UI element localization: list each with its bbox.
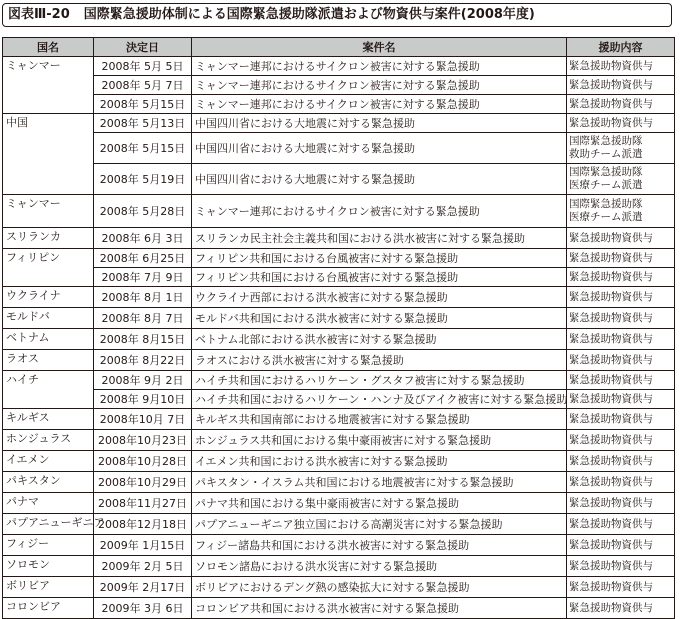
decision-date-cell: 2008年 7月 9日 — [94, 268, 192, 287]
country-cell: ベトナム — [3, 329, 94, 350]
decision-date-cell: 2008年 5月28日 — [94, 195, 192, 228]
country-cell: ウクライナ — [3, 287, 94, 308]
header-assistance: 援助内容 — [567, 38, 675, 57]
case-name-cell: ベトナム北部における洪水被害に対する緊急援助 — [192, 329, 567, 350]
decision-date-cell: 2008年 8月22日 — [94, 350, 192, 371]
country-cell: キルギス — [3, 409, 94, 430]
country-cell: イエメン — [3, 451, 94, 472]
assistance-cell: 緊急援助物資供与 — [567, 493, 675, 514]
assistance-cell: 緊急援助物資供与 — [567, 535, 675, 556]
assistance-cell: 国際緊急援助隊 医療チーム派遣 — [567, 195, 675, 228]
case-name-cell: ミャンマー連邦におけるサイクロン被害に対する緊急援助 — [192, 57, 567, 76]
case-name-cell: ミャンマー連邦におけるサイクロン被害に対する緊急援助 — [192, 95, 567, 114]
table-row — [3, 228, 675, 249]
table-row — [3, 350, 675, 371]
case-name-cell: ミャンマー連邦におけるサイクロン被害に対する緊急援助 — [192, 76, 567, 95]
decision-date-cell: 2009年 3月 6日 — [94, 598, 192, 619]
assistance-cell: 緊急援助物資供与 — [567, 451, 675, 472]
decision-date-cell: 2008年 9月 2日 — [94, 371, 192, 390]
country-cell: ボリビア — [3, 577, 94, 598]
case-name-cell: ラオスにおける洪水被害に対する緊急援助 — [192, 350, 567, 371]
assistance-cell: 緊急援助物資供与 — [567, 409, 675, 430]
case-name-cell: パキスタン・イスラム共和国における地震被害に対する緊急援助 — [192, 472, 567, 493]
table-row — [3, 329, 675, 350]
country-cell: モルドバ — [3, 308, 94, 329]
assistance-cell: 緊急援助物資供与 — [567, 329, 675, 350]
case-name-cell: ハイチ共和国におけるハリケーン・ハンナ及びアイク被害に対する緊急援助 — [192, 390, 567, 409]
table-row — [3, 249, 675, 268]
case-name-cell: ミャンマー連邦におけるサイクロン被害に対する緊急援助 — [192, 195, 567, 228]
table-row — [3, 577, 675, 598]
table-row — [3, 76, 675, 95]
table-row — [3, 430, 675, 451]
decision-date-cell: 2008年 5月 5日 — [94, 57, 192, 76]
assistance-cell: 国際緊急援助隊 医療チーム派遣 — [567, 164, 675, 195]
country-cell: ハイチ — [3, 371, 94, 409]
assistance-cell: 緊急援助物資供与 — [567, 371, 675, 390]
case-name-cell: ソロモン諸島における洪水災害に対する緊急援助 — [192, 556, 567, 577]
table-header-row — [3, 38, 675, 57]
assistance-cell: 緊急援助物資供与 — [567, 308, 675, 329]
figure-title: 国際緊急援助体制による国際緊急援助隊派遣および物資供与案件(2008年度) — [83, 7, 535, 22]
assistance-cell: 緊急援助物資供与 — [567, 556, 675, 577]
assistance-cell: 緊急援助物資供与 — [567, 114, 675, 133]
case-name-cell: ボリビアにおけるデング熱の感染拡大に対する緊急援助 — [192, 577, 567, 598]
table-row — [3, 133, 675, 164]
decision-date-cell: 2008年12月18日 — [94, 514, 192, 535]
decision-date-cell: 2008年 8月 7日 — [94, 308, 192, 329]
country-cell: フィジー — [3, 535, 94, 556]
country-cell: 中国 — [3, 114, 94, 195]
table-row — [3, 493, 675, 514]
table-row — [3, 164, 675, 195]
decision-date-cell: 2008年 5月19日 — [94, 164, 192, 195]
table-row — [3, 95, 675, 114]
country-cell: ホンジュラス — [3, 430, 94, 451]
table-row — [3, 514, 675, 535]
table-row — [3, 390, 675, 409]
country-cell: パプアニューギニア — [3, 514, 94, 535]
assistance-cell: 緊急援助物資供与 — [567, 577, 675, 598]
assistance-cell: 緊急援助物資供与 — [567, 598, 675, 619]
assistance-cell: 緊急援助物資供与 — [567, 287, 675, 308]
decision-date-cell: 2008年10月28日 — [94, 451, 192, 472]
table-row — [3, 535, 675, 556]
table-row — [3, 114, 675, 133]
assistance-cell: 緊急援助物資供与 — [567, 472, 675, 493]
country-cell: ミャンマー — [3, 57, 94, 114]
case-name-cell: イエメン共和国における洪水被害に対する緊急援助 — [192, 451, 567, 472]
case-name-cell: フィリピン共和国における台風被害に対する緊急援助 — [192, 268, 567, 287]
table-body — [3, 57, 675, 619]
table-row — [3, 268, 675, 287]
assistance-cell: 緊急援助物資供与 — [567, 249, 675, 268]
assistance-cell: 緊急援助物資供与 — [567, 76, 675, 95]
country-cell: パナマ — [3, 493, 94, 514]
assistance-cell: 緊急援助物資供与 — [567, 57, 675, 76]
country-cell: ラオス — [3, 350, 94, 371]
decision-date-cell: 2008年 5月13日 — [94, 114, 192, 133]
country-cell: ミャンマー — [3, 195, 94, 228]
case-name-cell: ホンジュラス共和国における集中豪雨被害に対する緊急援助 — [192, 430, 567, 451]
country-cell: コロンビア — [3, 598, 94, 619]
figure-number: 図表Ⅲ-20 — [8, 7, 70, 22]
decision-date-cell: 2009年 2月17日 — [94, 577, 192, 598]
country-cell: フィリピン — [3, 249, 94, 287]
case-name-cell: フィリピン共和国における台風被害に対する緊急援助 — [192, 249, 567, 268]
decision-date-cell: 2008年 6月25日 — [94, 249, 192, 268]
decision-date-cell: 2008年 5月15日 — [94, 133, 192, 164]
country-cell: ソロモン — [3, 556, 94, 577]
table-row — [3, 371, 675, 390]
case-name-cell: コロンビア共和国における洪水被害に対する緊急援助 — [192, 598, 567, 619]
decision-date-cell: 2008年10月23日 — [94, 430, 192, 451]
case-name-cell: ハイチ共和国におけるハリケーン・グスタフ被害に対する緊急援助 — [192, 371, 567, 390]
case-name-cell: 中国四川省における大地震に対する緊急援助 — [192, 133, 567, 164]
decision-date-cell: 2008年 6月 3日 — [94, 228, 192, 249]
assistance-cell: 緊急援助物資供与 — [567, 430, 675, 451]
decision-date-cell: 2009年 1月15日 — [94, 535, 192, 556]
case-name-cell: 中国四川省における大地震に対する緊急援助 — [192, 164, 567, 195]
decision-date-cell: 2009年 2月 5日 — [94, 556, 192, 577]
table-row — [3, 472, 675, 493]
case-name-cell: パナマ共和国における集中豪雨被害に対する緊急援助 — [192, 493, 567, 514]
assistance-cell: 緊急援助物資供与 — [567, 95, 675, 114]
table-row — [3, 598, 675, 619]
assistance-cell: 国際緊急援助隊 救助チーム派遣 — [567, 133, 675, 164]
decision-date-cell: 2008年10月29日 — [94, 472, 192, 493]
case-name-cell: モルドバ共和国における洪水被害に対する緊急援助 — [192, 308, 567, 329]
case-name-cell: ウクライナ西部における洪水被害に対する緊急援助 — [192, 287, 567, 308]
case-name-cell: キルギス共和国南部における地震被害に対する緊急援助 — [192, 409, 567, 430]
table-row — [3, 556, 675, 577]
table-row — [3, 308, 675, 329]
decision-date-cell: 2008年 9月10日 — [94, 390, 192, 409]
table-row — [3, 287, 675, 308]
case-name-cell: 中国四川省における大地震に対する緊急援助 — [192, 114, 567, 133]
decision-date-cell: 2008年11月27日 — [94, 493, 192, 514]
assistance-cell: 緊急援助物資供与 — [567, 514, 675, 535]
case-name-cell: パプアニューギニア独立国における高潮災害に対する緊急援助 — [192, 514, 567, 535]
aid-cases-table — [2, 37, 675, 619]
header-country: 国名 — [3, 38, 94, 57]
decision-date-cell: 2008年 8月15日 — [94, 329, 192, 350]
assistance-cell: 緊急援助物資供与 — [567, 390, 675, 409]
decision-date-cell: 2008年 5月 7日 — [94, 76, 192, 95]
case-name-cell: スリランカ民主社会主義共和国における洪水被害に対する緊急援助 — [192, 228, 567, 249]
case-name-cell: フィジー諸島共和国における洪水被害に対する緊急援助 — [192, 535, 567, 556]
table-row — [3, 57, 675, 76]
country-cell: スリランカ — [3, 228, 94, 249]
table-row — [3, 409, 675, 430]
decision-date-cell: 2008年10月 7日 — [94, 409, 192, 430]
decision-date-cell: 2008年 8月 1日 — [94, 287, 192, 308]
table-row — [3, 451, 675, 472]
header-case-name: 案件名 — [192, 38, 567, 57]
assistance-cell: 緊急援助物資供与 — [567, 350, 675, 371]
assistance-cell: 緊急援助物資供与 — [567, 228, 675, 249]
assistance-cell: 緊急援助物資供与 — [567, 268, 675, 287]
table-row — [3, 195, 675, 228]
decision-date-cell: 2008年 5月15日 — [94, 95, 192, 114]
country-cell: パキスタン — [3, 472, 94, 493]
header-decision-date: 決定日 — [94, 38, 192, 57]
figure-title-box — [2, 3, 672, 27]
